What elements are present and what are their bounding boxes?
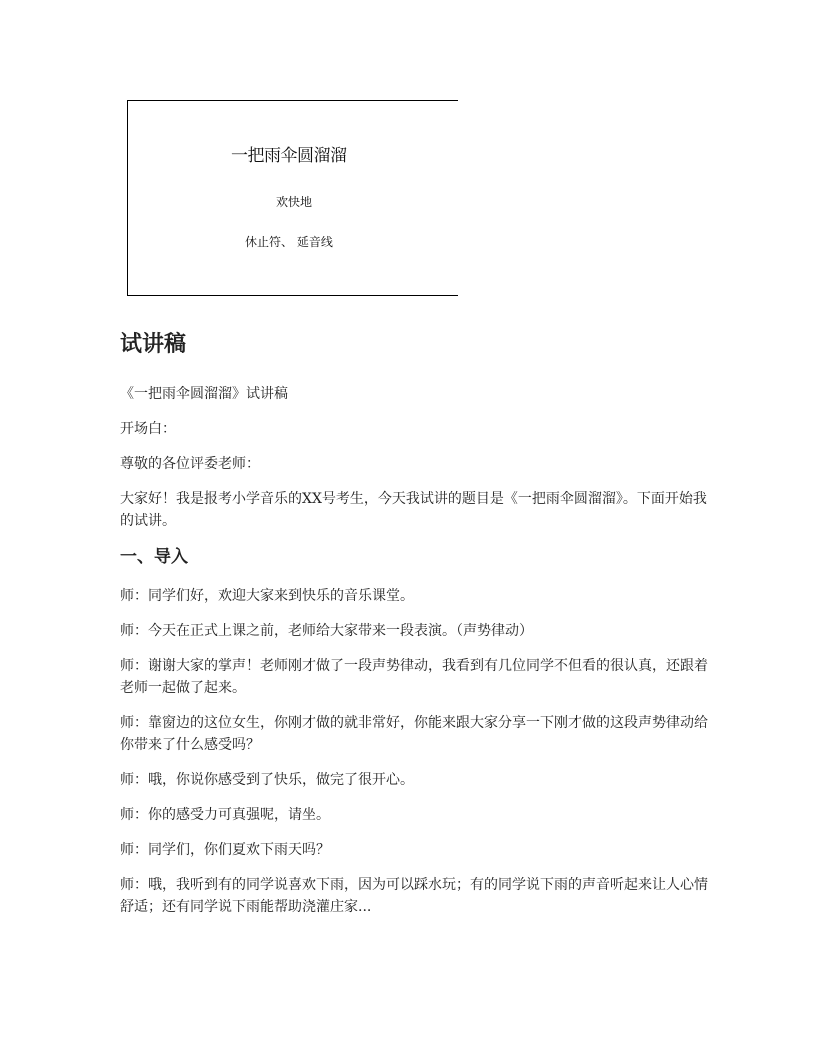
slide-title: 一把雨伞圆溜溜 [231, 146, 347, 166]
paragraph: 师：谢谢大家的掌声！老师刚才做了一段声势律动，我看到有几位同学不但看的很认真，还跟着老师一起做了起来。 [120, 658, 708, 696]
paragraph: 师：靠窗边的这位女生，你刚才做的就非常好，你能来跟大家分享一下刚才做的这段声势律动给你带来了什么感受吗？ [120, 715, 708, 753]
paragraph: 师：同学们，你们夏欢下雨天吗？ [120, 842, 330, 858]
doc-subtitle: 《一把雨伞圆溜溜》试讲稿 [120, 386, 288, 402]
slide-thumbnail [127, 100, 458, 296]
greeting: 尊敬的各位评委老师： [120, 456, 260, 472]
document-body [120, 330, 710, 931]
paragraph: 师：同学们好，欢迎大家来到快乐的音乐课堂。 [120, 588, 414, 604]
section-heading-intro: 一、导入 [120, 547, 188, 567]
self-introduction: 大家好！我是报考小学音乐的XX号考生，今天我试讲的题目是《一把雨伞圆溜溜》。下面开始我的试讲。 [120, 491, 707, 529]
paragraph: 师：哦，你说你感受到了快乐，做完了很开心。 [120, 772, 414, 788]
opening-label: 开场白： [120, 421, 176, 437]
page-title: 试讲稿 [120, 332, 187, 357]
paragraph: 师：你的感受力可真强呢，请坐。 [120, 807, 330, 823]
slide-subtitle-tempo: 欢快地 [276, 195, 313, 209]
paragraph: 师：哦，我听到有的同学说喜欢下雨，因为可以踩水玩；有的同学说下雨的声音听起来让人心情舒适；还有同学说下雨能帮助浇灌庄家... [120, 877, 708, 915]
slide-subtitle-topics: 休止符、 延音线 [245, 235, 333, 249]
paragraph: 师：今天在正式上课之前，老师给大家带来一段表演。（声势律动） [120, 623, 533, 639]
